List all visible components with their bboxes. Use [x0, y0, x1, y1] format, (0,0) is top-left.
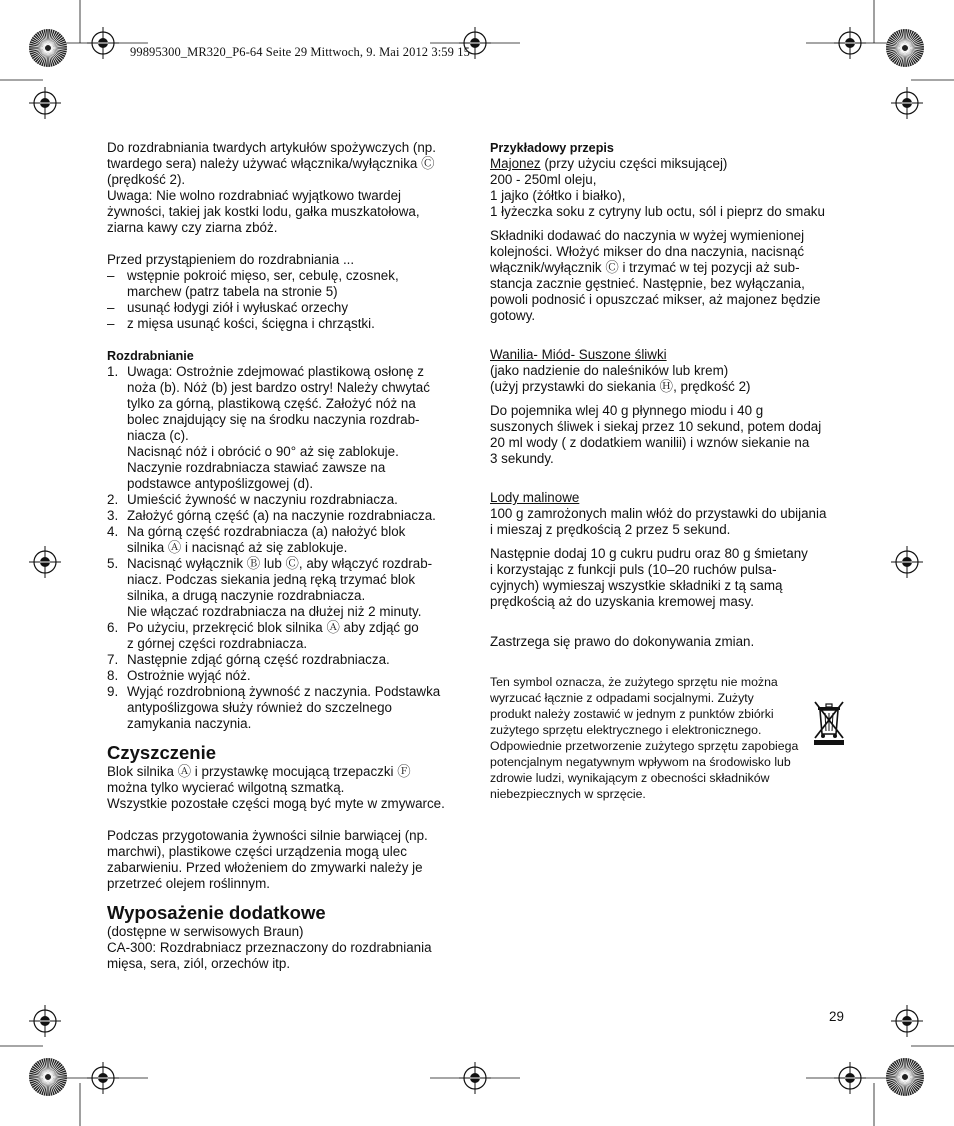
registration-target-icon [87, 27, 119, 59]
list-item-line: Wyjąć rozdrobnioną żywność z naczynia. Podstawka [127, 684, 441, 699]
vanilla-heading: Wanilia- Miód- Suszone śliwki [490, 347, 667, 362]
intro-line: Uwaga: Nie wolno rozdrabniać wyjątkowo twardej [107, 188, 401, 203]
list-item-line: Uwaga: Ostrożnie zdejmować plastikową osłonę z [127, 364, 424, 379]
ice-cream-step-2 [490, 546, 852, 610]
list-marker: 3. [107, 508, 119, 523]
method-line: prędkością aż do uzyskania kremowej masy. [490, 594, 754, 609]
method-line: powoli podnosić i opuszczać mikser, aż majonez będzie [490, 292, 821, 307]
ingredient-line: 1 łyżeczka soku z cytryny lub octu, sól i pieprz do smaku [490, 204, 825, 219]
chopping-step [107, 668, 469, 684]
intro-line: twardego sera) należy używać włącznika/wyłącznika Ⓒ [107, 156, 435, 171]
list-item-line: niacz. Podczas siekania jedną ręką trzymać blok [127, 572, 416, 587]
cleaning-line: Blok silnika Ⓐ i przystawkę mocującą trzepaczki Ⓕ [107, 764, 411, 779]
cleaning-line: Podczas przygotowania żywności silnie barwiącej (np. [107, 828, 428, 843]
cleaning-heading: Czyszczenie [107, 742, 216, 763]
registration-target-icon [87, 1062, 119, 1094]
weee-line: Odpowiednie przetworzenie zużytego sprzętu zapobiega [490, 739, 799, 753]
method-line: gotowy. [490, 308, 536, 323]
list-item-line: Naczynie rozdrabniacza stawiać zawsze na [127, 460, 386, 475]
before-list [107, 268, 469, 332]
accessories-heading: Wyposażenie dodatkowe [107, 902, 326, 923]
method-line: włącznik/wyłącznik Ⓒ i trzymać w tej pozycji aż sub- [490, 260, 800, 275]
chopping-step [107, 684, 469, 732]
cleaning-line: zabarwieniu. Przed włożeniem do zmywarki należy je [107, 860, 423, 875]
list-item-line: marchew (patrz tabela na stronie 5) [127, 284, 338, 299]
list-item-line: Umieścić żywność w naczyniu rozdrabniacza. [127, 492, 398, 507]
list-marker: 4. [107, 524, 119, 539]
list-item-line: Na górną część rozdrabniacza (a) nałożyć blok [127, 524, 406, 539]
weee-line: produkt należy zostawić w jednym z punktów zbiórki [490, 707, 774, 721]
method-line: Następnie dodaj 10 g cukru pudru oraz 80 g śmietany [490, 546, 808, 561]
weee-notice [490, 674, 852, 802]
registration-target-icon [834, 1062, 866, 1094]
before-item [107, 316, 469, 332]
list-item-line: niacza (c). [127, 428, 189, 443]
chopping-title: Rozdrabnianie [107, 349, 194, 363]
list-item-line: zamykania naczynia. [127, 716, 252, 731]
accessories-line: (dostępne w serwisowych Braun) [107, 924, 304, 939]
intro-line: Do rozdrabniania twardych artykułów spożywczych (np. [107, 140, 436, 155]
ice-cream-step-1 [490, 506, 852, 538]
list-marker: 8. [107, 668, 119, 683]
weee-line: niebezpiecznych w sprzęcie. [490, 787, 646, 801]
starburst-mark-icon [886, 29, 924, 67]
crossed-bin-icon [812, 698, 846, 746]
list-item-line: silnika Ⓐ i nacisnąć aż się zablokuje. [127, 540, 348, 555]
list-item-line: z mięsa usunąć kości, ścięgna i chrząstki. [127, 316, 375, 331]
cleaning-line: przetrzeć olejem roślinnym. [107, 876, 270, 891]
list-item-line: Założyć górną część (a) na naczynie rozdrabniacza. [127, 508, 436, 523]
list-item-line: Nie włączać rozdrabniacza na dłużej niż 2 minuty. [127, 604, 422, 619]
intro-line: (prędkość 2). [107, 172, 186, 187]
registration-target-icon [29, 546, 61, 578]
list-marker: 6. [107, 620, 119, 635]
registration-target-icon [29, 87, 61, 119]
registration-target-icon [29, 1005, 61, 1037]
method-line: i mieszaj z prędkością 2 przez 5 sekund. [490, 522, 731, 537]
list-marker: 5. [107, 556, 119, 571]
cleaning-line: można tylko wycierać wilgotną szmatką. [107, 780, 345, 795]
vanilla-method [490, 403, 852, 467]
registration-target-icon [891, 87, 923, 119]
subtitle-line: (jako nadzienie do naleśników lub krem) [490, 363, 729, 378]
registration-target-icon [891, 546, 923, 578]
starburst-mark-icon [29, 1058, 67, 1096]
method-line: kolejności. Włożyć mikser do dna naczynia, nacisnąć [490, 244, 805, 259]
cleaning-line: Wszystkie pozostałe części mogą być myte w zmywarce. [107, 796, 445, 811]
weee-line: potencjalnym negatywnym wpływom na środowisko lub [490, 755, 791, 769]
weee-line: Ten symbol oznacza, że zużytego sprzętu nie można [490, 675, 778, 689]
print-header: 99895300_MR320_P6-64 Seite 29 Mittwoch, 9. Mai 2012 3:59 15 [130, 45, 470, 59]
recipe-title: Przykładowy przepis [490, 141, 614, 155]
list-marker: – [107, 300, 115, 315]
ingredient-line: 200 - 250ml oleju, [490, 172, 597, 187]
list-marker: 1. [107, 364, 119, 379]
registration-target-icon [891, 1005, 923, 1037]
list-item-line: Nacisnąć nóż i obrócić o 90° aż się zablokuje. [127, 444, 399, 459]
mayo-subtitle: (przy użyciu części miksującej) [540, 156, 728, 171]
method-line: stancja zacznie gęstnieć. Następnie, bez wyłączania, [490, 276, 805, 291]
mayo-method [490, 228, 852, 324]
list-item-line: z górnej części rozdrabniacza. [127, 636, 308, 651]
mayo-ingredients [490, 172, 852, 220]
list-item-line: Ostrożnie wyjąć nóż. [127, 668, 251, 683]
list-item-line: usunąć łodygi ziół i wyłuskać orzechy [127, 300, 349, 315]
cleaning-paragraph-2 [107, 828, 469, 892]
ingredient-line: 1 jajko (żółtko i białko), [490, 188, 626, 203]
list-item-line: antypoślizgowa służy również do szczelnego [127, 700, 392, 715]
list-marker: – [107, 316, 115, 331]
method-line: Do pojemnika wlej 40 g płynnego miodu i 40 g [490, 403, 764, 418]
chopping-steps [107, 364, 469, 732]
before-item [107, 268, 469, 300]
accessories-line: mięsa, sera, ziól, orzechów itp. [107, 956, 291, 971]
mayo-name: Majonez [490, 156, 541, 171]
before-title: Przed przystąpieniem do rozdrabniania ... [107, 252, 355, 267]
method-line: 3 sekundy. [490, 451, 554, 466]
method-line: cyjnych) wymieszaj wszystkie składniki z tą samą [490, 578, 783, 593]
cleaning-paragraph-1 [107, 764, 469, 812]
page-number: 29 [829, 1009, 844, 1024]
accessories-line: CA-300: Rozdrabniacz przeznaczony do rozdrabniania [107, 940, 432, 955]
list-marker: 7. [107, 652, 119, 667]
chopping-step [107, 556, 469, 620]
reserve-note: Zastrzega się prawo do dokonywania zmian. [490, 634, 755, 649]
list-item-line: podstawce antypoślizgowej (d). [127, 476, 314, 491]
method-line: 100 g zamrożonych malin włóż do przystawki do ubijania [490, 506, 827, 521]
mayo-heading [490, 156, 852, 172]
vanilla-subtitle [490, 363, 852, 395]
method-line: suszonych śliwek i siekaj przez 10 sekund, potem dodaj [490, 419, 822, 434]
intro-line: ziarna kawy czy ziarna zbóż. [107, 220, 278, 235]
registration-target-icon [834, 27, 866, 59]
list-marker: – [107, 268, 115, 283]
chopping-step [107, 652, 469, 668]
accessories-paragraph [107, 924, 469, 972]
weee-line: zużytego sprzętu elektrycznego i elektronicznego. [490, 723, 762, 737]
chopping-step [107, 620, 469, 652]
registration-target-icon [459, 1062, 491, 1094]
subtitle-line: (użyj przystawki do siekania Ⓗ, prędkość 2) [490, 379, 751, 394]
chopping-step [107, 524, 469, 556]
method-line: Składniki dodawać do naczynia w wyżej wymienionej [490, 228, 805, 243]
list-item-line: noża (b). Nóż (b) jest bardzo ostry! Należy chwytać [127, 380, 430, 395]
list-item-line: wstępnie pokroić mięso, ser, cebulę, czosnek, [127, 268, 399, 283]
chopping-step [107, 508, 469, 524]
list-marker: 2. [107, 492, 119, 507]
cleaning-line: marchwi), plastikowe części urządzenia mogą ulec [107, 844, 407, 859]
intro-line: żywności, takiej jak kostki lodu, gałka muszkatołowa, [107, 204, 420, 219]
chopping-step [107, 492, 469, 508]
before-item [107, 300, 469, 316]
weee-line: zdrowie ludzi, wynikającym z obecności składników [490, 771, 770, 785]
starburst-mark-icon [29, 29, 67, 67]
list-item-line: Następnie zdjąć górną część rozdrabniacza. [127, 652, 390, 667]
intro-paragraph [107, 140, 469, 236]
starburst-mark-icon [886, 1058, 924, 1096]
method-line: 20 ml wody ( z dodatkiem wanilii) i wznów siekanie na [490, 435, 810, 450]
ice-cream-heading: Lody malinowe [490, 490, 580, 505]
list-item-line: silnika, a drugą naczynie rozdrabniacza. [127, 588, 366, 603]
chopping-step [107, 364, 469, 492]
weee-line: wyrzucać łącznie z odpadami socjalnymi. Zużyty [490, 691, 754, 705]
list-item-line: Nacisnąć wyłącznik Ⓑ lub Ⓒ, aby włączyć rozdrab- [127, 556, 433, 571]
list-marker: 9. [107, 684, 119, 699]
list-item-line: tylko za górną, plastikową część. Założyć nóż na [127, 396, 416, 411]
list-item-line: bolec znajdujący się na środku naczynia rozdrab- [127, 412, 420, 427]
list-item-line: Po użyciu, przekręcić blok silnika Ⓐ aby zdjąć go [127, 620, 419, 635]
method-line: i korzystając z funkcji puls (10–20 ruchów pulsa- [490, 562, 777, 577]
left-column [107, 140, 469, 972]
right-column [490, 140, 852, 802]
